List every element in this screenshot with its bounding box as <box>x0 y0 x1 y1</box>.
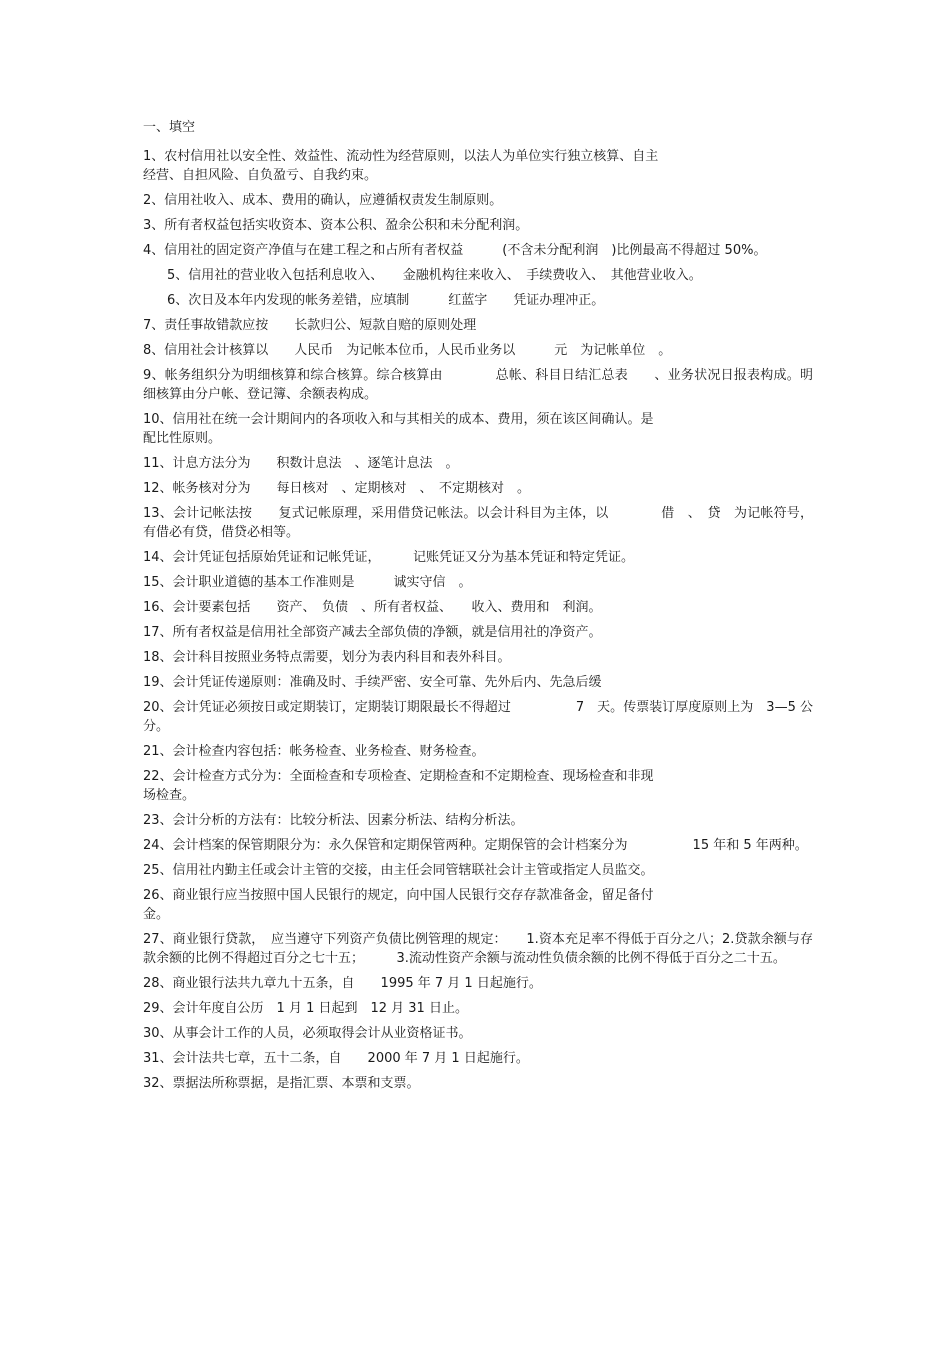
fill-blank-item-19: 19、会计凭证传递原则：准确及时、手续严密、安全可靠、先外后内、先急后缓 <box>143 675 602 690</box>
fill-blank-item-9: 9、帐务组织分为明细核算和综合核算。综合核算由 总帐、科目日结汇总表 、业务状况日报表构成。明细核算由分户帐、登记簿、余额表构成。 <box>143 368 813 402</box>
fill-blank-item-4: 4、信用社的固定资产净值与在建工程之和占所有者权益 (不含未分配利润 )比例最高不得超过 50%。 <box>143 243 767 258</box>
fill-blank-item-6: 6、次日及本年内发现的帐务差错，应填制 红蓝字 凭证办理冲正。 <box>167 293 605 308</box>
fill-blank-item-25: 25、信用社内勤主任或会计主管的交接，由主任会同管辖联社会计主管或指定人员监交。 <box>143 863 654 878</box>
fill-blank-item-15: 15、会计职业道德的基本工作准则是 诚实守信 。 <box>143 575 472 590</box>
fill-blank-item-7: 7、责任事故错款应按 长款归公、短款自赔的原则处理 <box>143 318 477 333</box>
fill-blank-item-20: 20、会计凭证必须按日或定期装订，定期装订期限最长不得超过 7 天。传票装订厚度原则上为 3—5 公分。 <box>143 700 813 734</box>
fill-blank-item-24: 24、会计档案的保管期限分为：永久保管和定期保管两种。定期保管的会计档案分为 15 年和 5 年两种。 <box>143 838 808 853</box>
fill-blank-item-31: 31、会计法共七章，五十二条，自 2000 年 7 月 1 日起施行。 <box>143 1051 529 1066</box>
fill-blank-item-23: 23、会计分析的方法有：比较分析法、因素分析法、结构分析法。 <box>143 813 524 828</box>
fill-blank-item-10: 10、信用社在统一会计期间内的各项收入和与其相关的成本、费用，须在该区间确认。是 配比性原则。 <box>143 412 654 446</box>
fill-blank-item-1: 1、农村信用社以安全性、效益性、流动性为经营原则，以法人为单位实行独立核算、自主 经营、自担风险、自负盈亏、自我约束。 <box>143 149 659 183</box>
fill-blank-item-16: 16、会计要素包括 资产、 负债 、所有者权益、 收入、费用和 利润。 <box>143 600 602 615</box>
fill-blank-item-11: 11、计息方法分为 积数计息法 、逐笔计息法 。 <box>143 456 459 471</box>
fill-blank-item-28: 28、商业银行法共九章九十五条，自 1995 年 7 月 1 日起施行。 <box>143 976 542 991</box>
fill-blank-item-12: 12、帐务核对分为 每日核对 、定期核对 、 不定期核对 。 <box>143 481 531 496</box>
fill-blank-item-32: 32、票据法所称票据，是指汇票、本票和支票。 <box>143 1076 420 1091</box>
fill-blank-item-13: 13、会计记帐法按 复式记帐原理，采用借贷记帐法。以会计科目为主体，以 借 、 贷 为记帐符号，有借必有贷，借贷必相等。 <box>143 506 813 540</box>
section-title: 一、填空 <box>143 120 196 135</box>
fill-blank-item-5: 5、信用社的营业收入包括利息收入、 金融机构往来收入、 手续费收入、 其他营业收入。 <box>167 268 702 283</box>
fill-blank-item-22: 22、会计检查方式分为：全面检查和专项检查、定期检查和不定期检查、现场检查和非现 场检查。 <box>143 769 654 803</box>
fill-blank-item-18: 18、会计科目按照业务特点需要，划分为表内科目和表外科目。 <box>143 650 511 665</box>
fill-blank-item-27: 27、商业银行贷款， 应当遵守下列资产负债比例管理的规定： 1.资本充足率不得低于百分之八；2.贷款余额与存款余额的比例不得超过百分之七十五； 3.流动性资产余额与流动性负债余额的比例不得低于百分之二十五。 <box>143 932 813 966</box>
fill-blank-item-26: 26、商业银行应当按照中国人民银行的规定，向中国人民银行交存存款准备金，留足备付 金。 <box>143 888 654 922</box>
fill-blank-item-29: 29、会计年度自公历 1 月 1 日起到 12 月 31 日止。 <box>143 1001 468 1016</box>
document-page <box>143 118 813 1099</box>
fill-blank-item-8: 8、信用社会计核算以 人民币 为记帐本位币，人民币业务以 元 为记帐单位 。 <box>143 343 672 358</box>
fill-blank-item-21: 21、会计检查内容包括：帐务检查、业务检查、财务检查。 <box>143 744 485 759</box>
fill-blank-item-30: 30、从事会计工作的人员，必须取得会计从业资格证书。 <box>143 1026 472 1041</box>
fill-blank-item-14: 14、会计凭证包括原始凭证和记帐凭证， 记账凭证又分为基本凭证和特定凭证。 <box>143 550 635 565</box>
fill-blank-item-17: 17、所有者权益是信用社全部资产减去全部负债的净额，就是信用社的净资产。 <box>143 625 602 640</box>
fill-blank-item-3: 3、所有者权益包括实收资本、资本公积、盈余公积和未分配利润。 <box>143 218 529 233</box>
fill-blank-item-2: 2、信用社收入、成本、费用的确认，应遵循权责发生制原则。 <box>143 193 503 208</box>
